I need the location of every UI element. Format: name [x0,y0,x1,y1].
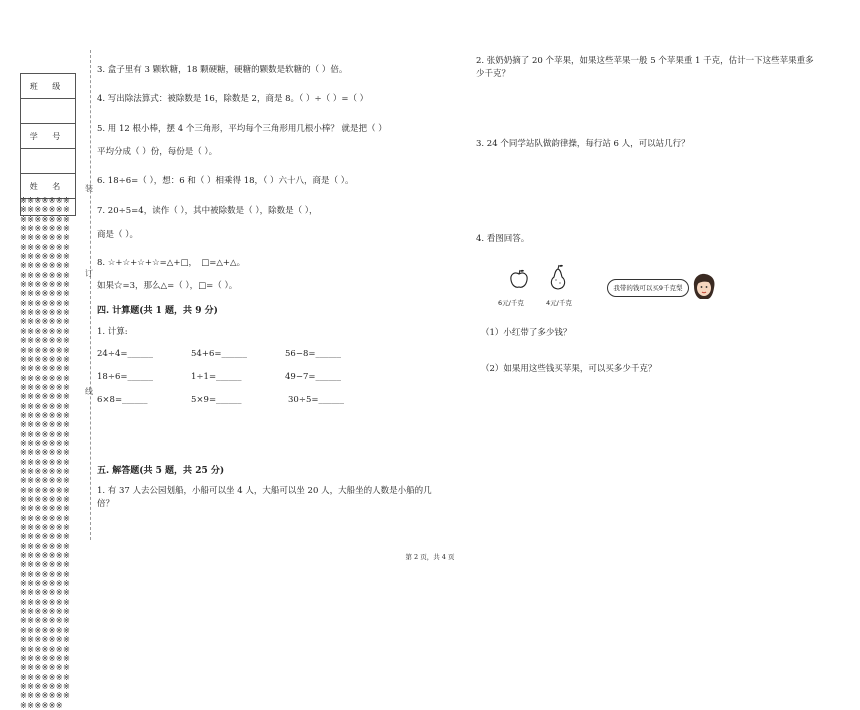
seal-char-staple: 订 [85,269,93,278]
calc-item: 49−7=______ [285,372,341,382]
calc-item: 1÷1=______ [191,372,242,382]
page-footer: 第 2 页，共 4 页 [405,553,455,561]
student-id-label: 学 号 [21,124,76,149]
binding-line [90,50,91,540]
question-8-line1: 8. ☆+☆+☆+☆=△+□， □=△+△。 [97,258,246,268]
question-8-line2: 如果☆=3，那么△=（ ），□=（ ）。 [97,281,238,291]
problem-3: 3. 24 个同学站队做韵律操，每行站 6 人，可以站几行？ [476,139,690,149]
pear-price: 4元/千克 [546,299,572,307]
calc-item: 30÷5=______ [288,395,344,405]
section-4-title: 四. 计算题(共 1 题，共 9 分) [97,306,218,316]
section-5-title: 五. 解答题(共 5 题，共 25 分) [97,466,225,476]
sub-question-1: （1）小红带了多少钱？ [481,328,572,338]
calc-item: 6×8=______ [97,395,148,405]
class-label: 班 级 [21,74,76,99]
class-field[interactable] [21,99,76,124]
seal-char-line: 线 [85,387,93,396]
question-7-line1: 7. 20÷5=4，读作（ ），其中被除数是（ ），除数是（ ）， [97,206,318,216]
pear-icon [547,264,569,291]
calc-item: 56−8=______ [285,349,341,359]
speech-bubble: 我带的钱可以买9千克梨 [607,279,689,297]
problem-4: 4. 看图回答。 [476,234,530,244]
question-7-line2: 商是（ ）。 [97,230,138,240]
problem-2: 2. 张奶奶摘了 20 个苹果，如果这些苹果一般 5 个苹果重 1 千克，估计一下这些苹果重多少千克？ [476,56,814,79]
girl-icon [690,272,718,302]
question-5-line1: 5. 用 12 根小棒，摆 4 个三角形，平均每个三角形用几根小棒？ 就是把（ ） [97,124,387,134]
question-6: 6. 18÷6=（ ），想：6 和（ ）相乘得 18，（ ）六十八，商是（ ）。 [97,176,354,186]
calc-title: 1. 计算: [97,327,128,337]
problem-1: 1. 有 37 人去公园划船，小船可以坐 4 人，大船可以坐 20 人，大船坐的人数是小船的几倍？ [97,486,432,509]
question-5-line2: 平均分成（ ）份，每份是（ ）。 [97,147,218,157]
calc-item: 5×9=______ [191,395,242,405]
apple-price: 6元/千克 [498,299,524,307]
sub-question-2: （2）如果用这些钱买苹果，可以买多少千克？ [481,364,657,374]
apple-icon [508,268,530,290]
calc-item: 24÷4=______ [97,349,153,359]
calc-item: 54+6=______ [191,349,247,359]
calc-item: 18÷6=______ [97,372,153,382]
student-id-field[interactable] [21,149,76,174]
name-label: 姓 名 [21,174,76,199]
decorative-pattern: ※※※※※※※※※※※※※※※※※※※※※※※※※※※※※※※※※※※※※※※※※※※※※※※※※※※※※※※※※※※※※※※※※※※※※※※※※※※※※※※※※※※※※※※※※※※※※※※※※※※※※※※※※※※※※※※※※※※※※※※※※※※※※※※※※※※※※※※※※※※※※※※※※※※※※※※※※※※※※※※※※※※※※※※※※※※※※※※※※※※※※※※※※※※※※※※※※※※※※※※※※※※※※※※※※※※※※※※※※※※※※※※※※※※※※※※※※※※※※※※※※※※※※※※※※※※※※※※※※※※※※※※※※※※※※※※※※※※※※※※※※※※※※※※※※※※※※※※※※※※※※※※※※※※※※※※※※※※※※※※※※※※※※※※※※※※※※※※※※※※※※※※※※※※※※※※※※※※※※※※※※※※※※※※※※※※※※※※※※※※※※※※※ [20,195,71,710]
question-3: 3. 盒子里有 3 颗软糖，18 颗硬糖，硬糖的颗数是软糖的（ ）倍。 [97,65,348,75]
question-4: 4. 写出除法算式：被除数是 16，除数是 2，商是 8。（ ）÷（ ）=（ ） [97,94,369,104]
seal-char-bind: 装 [85,184,93,193]
